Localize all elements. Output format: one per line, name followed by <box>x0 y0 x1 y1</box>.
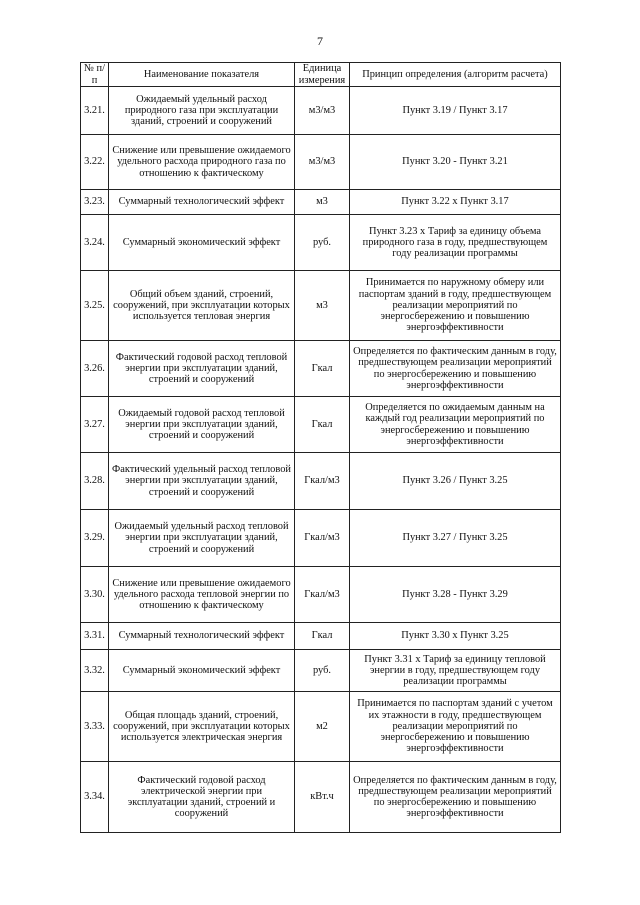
row-calculation-rule: Пункт 3.23 х Тариф за единицу объема природного газа в году, предшествующем году реализации программы <box>350 215 561 271</box>
row-unit: м3 <box>295 271 350 341</box>
table-row <box>81 215 561 271</box>
row-unit: м2 <box>295 692 350 762</box>
row-unit: м3/м3 <box>295 135 350 190</box>
row-number: 3.22. <box>81 135 109 190</box>
row-indicator-name: Общий объем зданий, строений, сооружений, при эксплуатации которых используется тепловая энергия <box>109 271 295 341</box>
row-unit: руб. <box>295 650 350 692</box>
row-indicator-name: Фактический годовой расход электрической энергии при эксплуатации зданий, строений и сооружений <box>109 762 295 833</box>
row-calculation-rule: Принимается по наружному обмеру или паспортам зданий в году, предшествующем реализации мероприятий по энергосбережению и повышению энергоэффективности <box>350 271 561 341</box>
row-unit: Гкал <box>295 341 350 397</box>
row-calculation-rule: Пункт 3.20 - Пункт 3.21 <box>350 135 561 190</box>
row-indicator-name: Суммарный экономический эффект <box>109 215 295 271</box>
table-row <box>81 623 561 650</box>
row-indicator-name: Суммарный технологический эффект <box>109 190 295 215</box>
row-number: 3.25. <box>81 271 109 341</box>
header-unit: Единица измерения <box>295 63 350 87</box>
row-number: 3.24. <box>81 215 109 271</box>
row-number: 3.30. <box>81 567 109 623</box>
row-unit: Гкал <box>295 397 350 453</box>
row-calculation-rule: Определяется по ожидаемым данным на каждый год реализации мероприятий по энергосбережению и повышению энергоэффективности <box>350 397 561 453</box>
row-number: 3.29. <box>81 510 109 567</box>
row-calculation-rule: Пункт 3.22 х Пункт 3.17 <box>350 190 561 215</box>
table-row <box>81 510 561 567</box>
page-number: 7 <box>317 34 323 48</box>
row-indicator-name: Суммарный технологический эффект <box>109 623 295 650</box>
header-calculation-rule: Принцип определения (алгоритм расчета) <box>350 63 561 87</box>
row-number: 3.28. <box>81 453 109 510</box>
row-number: 3.23. <box>81 190 109 215</box>
row-unit: м3 <box>295 190 350 215</box>
row-calculation-rule: Принимается по паспортам зданий с учетом их этажности в году, предшествующем реализации мероприятий по энергосбережению и повышению энергоэффективности <box>350 692 561 762</box>
row-calculation-rule: Определяется по фактическим данным в году, предшествующем реализации мероприятий по энергосбережению и повышению энергоэффективности <box>350 762 561 833</box>
header-indicator-name: Наименование показателя <box>109 63 295 87</box>
table-row <box>81 271 561 341</box>
table-row <box>81 397 561 453</box>
table-row <box>81 87 561 135</box>
row-calculation-rule: Пункт 3.28 - Пункт 3.29 <box>350 567 561 623</box>
row-number: 3.33. <box>81 692 109 762</box>
row-indicator-name: Снижение или превышение ожидаемого удельного расхода тепловой энергии по отношению к фактическому <box>109 567 295 623</box>
row-number: 3.34. <box>81 762 109 833</box>
row-unit: Гкал <box>295 623 350 650</box>
table-row <box>81 341 561 397</box>
row-unit: м3/м3 <box>295 87 350 135</box>
row-calculation-rule: Пункт 3.26 / Пункт 3.25 <box>350 453 561 510</box>
table-row <box>81 567 561 623</box>
row-indicator-name: Фактический удельный расход тепловой энергии при эксплуатации зданий, строений и сооружений <box>109 453 295 510</box>
row-indicator-name: Ожидаемый удельный расход природного газа при эксплуатации зданий, строений и сооружений <box>109 87 295 135</box>
table-row <box>81 762 561 833</box>
row-indicator-name: Суммарный экономический эффект <box>109 650 295 692</box>
row-indicator-name: Общая площадь зданий, строений, сооружений, при эксплуатации которых используется электрическая энергия <box>109 692 295 762</box>
table-row <box>81 135 561 190</box>
table-row <box>81 692 561 762</box>
row-unit: Гкал/м3 <box>295 567 350 623</box>
table-header-row <box>81 63 561 87</box>
row-calculation-rule: Пункт 3.27 / Пункт 3.25 <box>350 510 561 567</box>
row-number: 3.32. <box>81 650 109 692</box>
row-number: 3.27. <box>81 397 109 453</box>
table-row <box>81 190 561 215</box>
row-number: 3.21. <box>81 87 109 135</box>
row-calculation-rule: Определяется по фактическим данным в году, предшествующем реализации мероприятий по энергосбережению и повышению энергоэффективности <box>350 341 561 397</box>
row-number: 3.26. <box>81 341 109 397</box>
row-number: 3.31. <box>81 623 109 650</box>
row-calculation-rule: Пункт 3.19 / Пункт 3.17 <box>350 87 561 135</box>
row-unit: кВт.ч <box>295 762 350 833</box>
row-calculation-rule: Пункт 3.31 х Тариф за единицу тепловой энергии в году, предшествующем году реализации программы <box>350 650 561 692</box>
row-calculation-rule: Пункт 3.30 х Пункт 3.25 <box>350 623 561 650</box>
table-row <box>81 453 561 510</box>
table-row <box>81 650 561 692</box>
row-indicator-name: Ожидаемый удельный расход тепловой энергии при эксплуатации зданий, строений и сооружений <box>109 510 295 567</box>
row-unit: Гкал/м3 <box>295 453 350 510</box>
header-number: № п/п <box>81 63 109 87</box>
row-indicator-name: Фактический годовой расход тепловой энергии при эксплуатации зданий, строений и сооружений <box>109 341 295 397</box>
row-unit: руб. <box>295 215 350 271</box>
row-indicator-name: Ожидаемый годовой расход тепловой энергии при эксплуатации зданий, строений и сооружений <box>109 397 295 453</box>
row-unit: Гкал/м3 <box>295 510 350 567</box>
indicators-table <box>80 62 561 833</box>
row-indicator-name: Снижение или превышение ожидаемого удельного расхода природного газа по отношению к фактическому <box>109 135 295 190</box>
